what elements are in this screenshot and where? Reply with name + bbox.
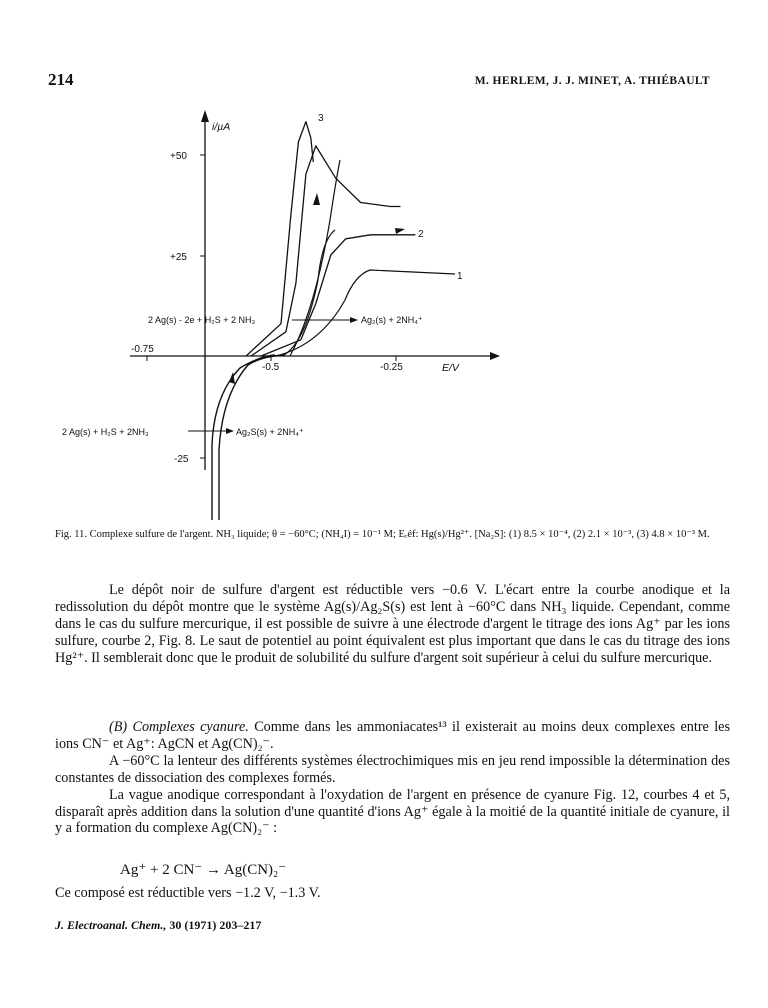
figure-caption: Fig. 11. Complexe sulfure de l'argent. NH₃ liquide; θ = −60°C; (NH₄I) = 10⁻¹ M; Eᵣéf: Hg(s)/Hg²⁺. [Na₂S]: (1) 8.5 × 10⁻⁴, (2) 2.1 × 10⁻³, (3) 4.8 × 10⁻³ M. — [55, 529, 710, 540]
curve-return-1 — [276, 270, 455, 356]
chart-series-line-3 — [246, 122, 313, 356]
y-tick-label: +25 — [170, 252, 187, 263]
x-tick-label: -0.75 — [131, 344, 154, 355]
reaction-lower-right: Ag₂S(s) + 2NH₄⁺ — [236, 427, 304, 437]
curve-arrowhead — [313, 193, 320, 205]
reaction-upper-right: Ag₂(s) + 2NH₄⁺ — [361, 315, 423, 325]
body-paragraph-3 — [55, 885, 730, 902]
curve-return-3 — [290, 160, 340, 356]
curve-return-2 — [282, 230, 335, 356]
curve-cathodic-branch — [212, 355, 275, 520]
chemical-equation: Ag⁺ + 2 CN⁻ → Ag(CN)₂⁻ — [120, 862, 287, 878]
y-axis-label: i/µA — [212, 121, 231, 133]
paragraph-text: Le dépôt noir de sulfure d'argent est réductible vers −0.6 V. L'écart entre la courbe anodique et la redissolution du dépôt montre que le système Ag(s)/Ag₂S(s) est lent à −60°C dans NH₃ liquide. Cependant, comme dans le cas du sulfure mercurique, il est possible de suivre à une électrode d'argent le titrage des ions Ag⁺ par les ions sulfure, courbe 2, Fig. 8. Le saut de potentiel au point équivalent est plus important que dans le cas du titrage des ions Hg²⁺. Il semblerait donc que le produit de solubilité du sulfure d'argent soit supérieur à celui du sulfure mercurique. — [55, 582, 730, 666]
x-tick-label: -0.25 — [380, 362, 403, 373]
reaction-upper-arrowhead — [350, 317, 358, 323]
curve-label-3: 3 — [318, 113, 324, 124]
paragraph-text: Comme dans les ammoniacates¹³ il existerait au moins deux complexes entre les ions CN⁻ et Ag⁺: AgCN et Ag(CN)₂⁻. — [55, 719, 730, 752]
reaction-lower-arrowhead — [226, 428, 234, 434]
curve-cathodic-branch — [219, 355, 285, 520]
x-axis-label: E/V — [442, 362, 459, 374]
running-head-authors: M. HERLEM, J. J. MINET, A. THIÉBAULT — [474, 75, 710, 87]
paragraph-text — [55, 719, 730, 753]
y-tick-label: +50 — [170, 151, 187, 162]
reaction-upper-left: 2 Ag(s) - 2e + H₂S + 2 NH₃ — [148, 315, 256, 325]
reaction-lower-left: 2 Ag(s) + H₂S + 2NH₃ — [62, 427, 149, 437]
body-paragraph-1 — [55, 582, 730, 667]
paragraph-text: Ce composé est réductible vers −1.2 V, −1.3 V. — [55, 885, 321, 901]
page-number: 214 — [48, 70, 74, 89]
x-axis-arrow — [490, 352, 500, 360]
curve-arrowhead — [395, 228, 405, 234]
section-heading: (B) Complexes cyanure. — [109, 719, 249, 735]
x-tick-label: -0.5 — [262, 362, 280, 373]
paragraph-text: La vague anodique correspondant à l'oxydation de l'argent en présence de cyanure Fig. 12, courbes 4 et 5, disparaît après addition dans la solution d'une quantité d'ions Ag⁺ égale à la moitié de la quantité initiale de cyanure, il y a formation du complexe Ag(CN)₂⁻ : — [55, 786, 730, 837]
y-tick-label: -25 — [174, 454, 189, 465]
paragraph-text: A −60°C la lenteur des différents systèmes électrochimiques mis en jeu rend impossible la détermination des constantes de dissociation des complexes formés. — [55, 752, 730, 786]
journal-name: J. Electroanal. Chem., — [55, 918, 167, 932]
curve-label-1: 1 — [457, 271, 463, 282]
journal-volume: 30 (1971) 203–217 — [169, 918, 262, 932]
journal-footer — [55, 918, 261, 933]
y-axis-arrow — [201, 110, 209, 122]
body-paragraph-2 — [55, 719, 730, 837]
curve-label-2: 2 — [418, 229, 424, 240]
